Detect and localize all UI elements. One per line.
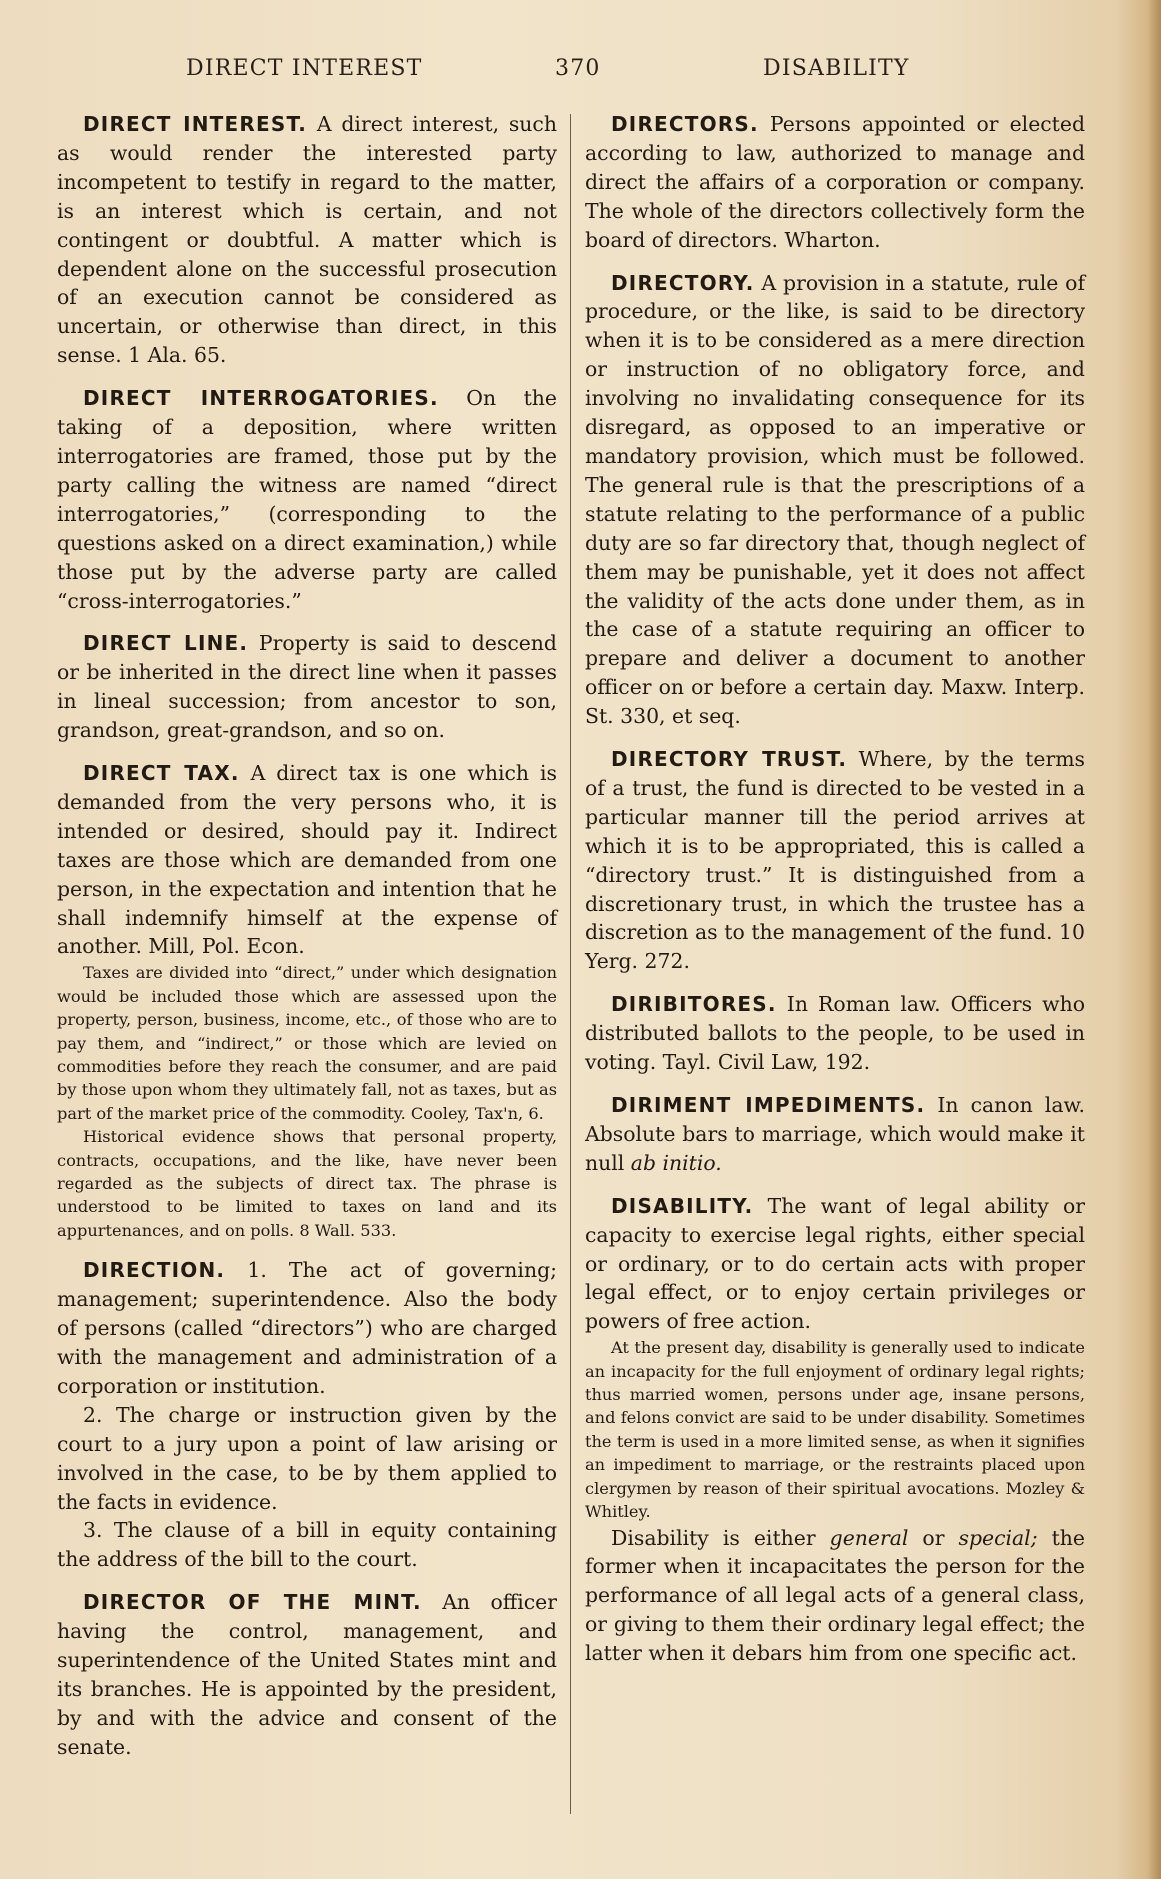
headword: DIRECTORS. bbox=[611, 112, 759, 136]
entry-paragraph bbox=[57, 629, 557, 745]
entry-direct-interrogatories bbox=[57, 384, 557, 615]
headword: DIRECTORY TRUST. bbox=[611, 747, 848, 772]
page-edge-shadow bbox=[1147, 0, 1161, 1879]
running-head-right: DISABILITY bbox=[763, 56, 910, 81]
right-column bbox=[585, 110, 1085, 1682]
headword: DIRECT LINE. bbox=[83, 631, 249, 656]
entry-diriment-impediments bbox=[585, 1091, 1085, 1178]
entry-directory bbox=[585, 269, 1085, 732]
page-number: 370 bbox=[555, 56, 601, 81]
text-run: Disability is either bbox=[611, 1525, 816, 1550]
definition-text: Persons appointed or elected according to law, authorized to manage and direct the affairs of a corporation or company. The whole of the directors collectively form the board of directors. Wharton. bbox=[585, 112, 1085, 252]
headword: DISABILITY. bbox=[611, 1193, 754, 1218]
entry-paragraph bbox=[585, 110, 1085, 255]
entry-paragraph bbox=[585, 1091, 1085, 1178]
entry-directory-trust bbox=[585, 745, 1085, 976]
definition-text: The want of legal ability or capacity to exercise legal rights, either special or ordinary, or to do certain acts with proper legal effect, or to enjoy certain privileges or powers of free action. bbox=[585, 1193, 1085, 1334]
note-paragraph: At the present day, disability is generally used to indicate an incapacity for the full enjoyment of ordinary legal rights; thus married women, persons under age, insane persons, and felons convict are said to be under disability. Sometimes the term is used in a more limited sense, as when it signifies an impediment to marriage, or the restraints placed upon clergymen by reason of their spiritual avocations. Mozley & Whitley. bbox=[585, 1338, 1085, 1522]
definition-text: Where, by the terms of a trust, the fund is directed to be vested in a particular manner till the period arrives at which it is to be appropriated, this is called a “directory trust.” It is distinguished from a discretionary trust, in which the trustee has a discretion as to the management of the fund. 10 Yerg. 272. bbox=[585, 747, 1085, 974]
column-divider bbox=[570, 114, 571, 1814]
headword: DIRECTORY. bbox=[611, 270, 755, 295]
left-column bbox=[57, 110, 557, 1776]
entry-diribitores bbox=[585, 990, 1085, 1077]
definition-text: In canon law. Absolute bars to marriage, which would make it null bbox=[585, 1093, 1085, 1175]
headword: DIRECTION. bbox=[83, 1258, 226, 1283]
headword: DIRIBITORES. bbox=[611, 992, 777, 1017]
italic-term: general bbox=[829, 1525, 909, 1550]
note-paragraph: Taxes are divided into “direct,” under which designation would be included those which are assessed upon the property, person, business, income, etc., of those who are to pay them, and “indirect,” or those which are levied on commodities before they reach the consumer, and are paid by those upon whom they ultimately fall, not as taxes, but as part of the market price of the commodity. Cooley, Tax'n, 6. bbox=[57, 963, 557, 1123]
entry-paragraph bbox=[57, 384, 557, 615]
entry-paragraph bbox=[585, 1192, 1085, 1337]
text-run: or bbox=[922, 1525, 945, 1550]
definition-text: Property is said to descend or be inherited in the direct line when it passes in lineal succession; from ancestor to son, grandson, great-grandson, and so on. bbox=[57, 631, 557, 743]
entry-paragraph bbox=[57, 1588, 557, 1761]
entry-paragraph bbox=[57, 110, 557, 370]
running-head bbox=[0, 56, 1161, 88]
sense-text: 1. The act of governing; management; superintendence. Also the body of persons (called “directors”) who are charged with the management and administration of a corporation or institution. bbox=[57, 1258, 558, 1398]
entry-direct-tax bbox=[57, 759, 557, 1242]
sense-paragraph: 2. The charge or instruction given by the court to a jury upon a point of law arising or involved in the case, to be by them applied to the facts in evidence. bbox=[57, 1402, 557, 1514]
entry-directors bbox=[585, 110, 1085, 255]
entry-direct-interest bbox=[57, 110, 557, 370]
italic-term: special; bbox=[958, 1525, 1038, 1550]
entry-paragraph bbox=[585, 990, 1085, 1077]
definition-text: In Roman law. Officers who distributed ballots to the people, to be used in voting. Tayl. Civil Law, 192. bbox=[585, 992, 1085, 1075]
headword: DIRECT INTEREST. bbox=[83, 112, 308, 136]
entry-paragraph bbox=[585, 269, 1085, 732]
entry-director-of-the-mint bbox=[57, 1588, 557, 1761]
running-head-left: DIRECT INTEREST bbox=[186, 56, 423, 81]
headword: DIRECT TAX. bbox=[83, 761, 240, 786]
sense-paragraph: 3. The clause of a bill in equity containing the address of the bill to the court. bbox=[57, 1518, 557, 1572]
headword: DIRIMENT IMPEDIMENTS. bbox=[611, 1093, 926, 1117]
headword: DIRECT INTERROGATORIES. bbox=[83, 386, 439, 411]
entry-paragraph bbox=[585, 745, 1085, 976]
definition-text: A direct interest, such as would render the interested party incompetent to testify in regard to the matter, is an interest which is certain, and not contingent or doubtful. A matter which is dependent alone on the successful prosecution of an execution cannot be considered as uncertain, or otherwise than direct, in this sense. 1 Ala. 65. bbox=[57, 112, 557, 368]
definition-text: A provision in a statute, rule of procedure, or the like, is said to be directory when it is to be considered as a mere direction or instruction of no obligatory force, and involving no invalidating consequence for its disregard, as opposed to an imperative or mandatory provision, which must be followed. The general rule is that the prescriptions of a statute relating to the performance of a public duty are so far directory that, though neglect of them may be punishable, yet it does not affect the validity of the acts done under them, as in the case of a statute requiring an officer to prepare and deliver a document to another officer on or before a certain day. Maxw. Interp. St. 330, et seq. bbox=[585, 270, 1085, 729]
definition-text: An officer having the control, management, and superintendence of the United States mint and its branches. He is appointed by the president, by and with the advice and consent of the senate. bbox=[57, 1590, 557, 1759]
entry-direct-line bbox=[57, 629, 557, 745]
entry-paragraph bbox=[57, 1256, 557, 1401]
definition-text: On the taking of a deposition, where written interrogatories are framed, those put by the party calling the witness are named “direct interrogatories,” (corresponding to the questions asked on a direct examination,) while those put by the adverse party are called “cross-interrogatories.” bbox=[57, 386, 557, 613]
entry-disability bbox=[585, 1192, 1085, 1668]
entry-paragraph bbox=[585, 1524, 1085, 1669]
note-paragraph: Historical evidence shows that personal property, contracts, occupations, and the like, have never been regarded as the subjects of direct tax. The phrase is understood to be limited to taxes on land and its appurtenances, and on polls. 8 Wall. 533. bbox=[57, 1127, 557, 1240]
text-run: the former when it incapacitates the person for the performance of all legal acts of a general class, or giving to them their ordinary legal effect; the latter when it debars him from one specific act. bbox=[585, 1525, 1085, 1666]
latin-phrase: ab initio. bbox=[630, 1150, 722, 1175]
entry-paragraph bbox=[57, 759, 557, 961]
definition-text: A direct tax is one which is demanded from the very persons who, it is intended or desired, should pay it. Indirect taxes are those which are demanded from one person, in the expectation and intention that he shall indemnify himself at the expense of another. Mill, Pol. Econ. bbox=[57, 761, 557, 959]
entry-direction bbox=[57, 1256, 557, 1574]
headword: DIRECTOR OF THE MINT. bbox=[83, 1590, 422, 1615]
